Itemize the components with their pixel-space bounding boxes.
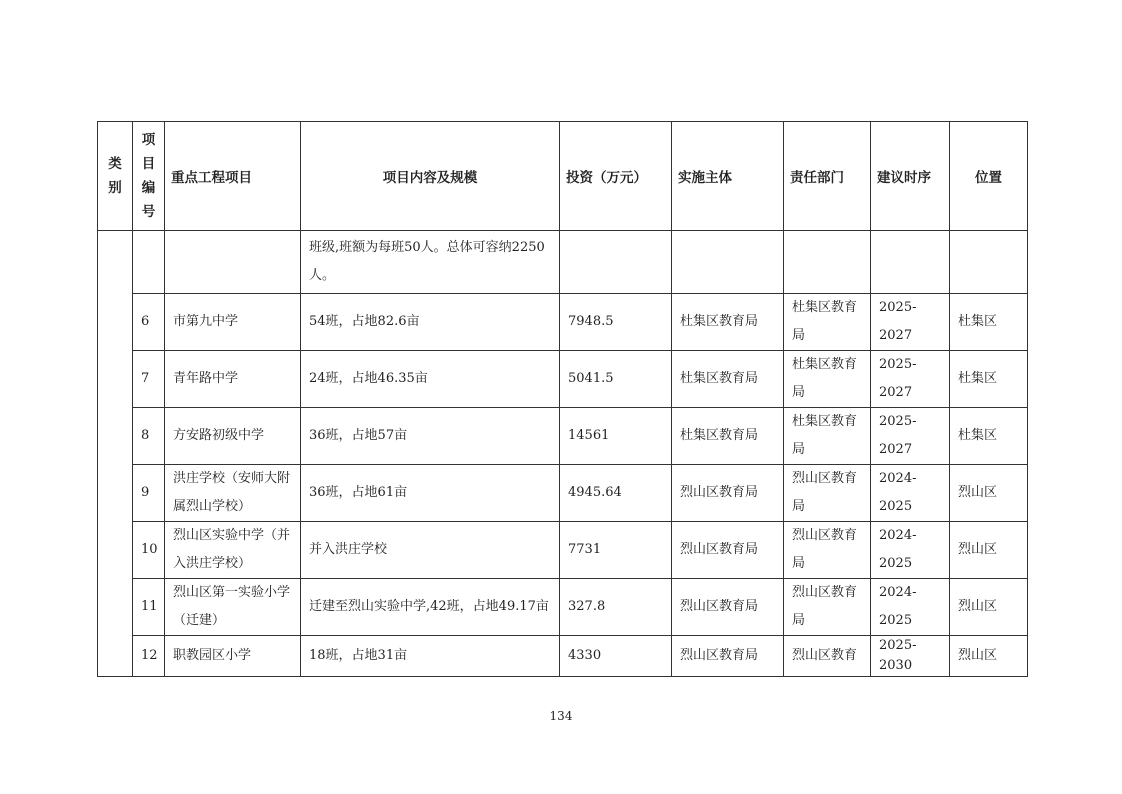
- table-row: [98, 579, 1028, 636]
- table-header-row: [98, 122, 1028, 231]
- department: 杜集区教育局: [784, 408, 871, 465]
- category-cell: [98, 231, 133, 677]
- project-name: 烈山区第一实验小学（迁建）: [165, 579, 301, 636]
- project-content: 并入洪庄学校: [301, 522, 560, 579]
- department: 杜集区教育局: [784, 294, 871, 351]
- project-table: [97, 121, 1028, 677]
- project-content: 36班，占地57亩: [301, 408, 560, 465]
- period: 2024-2025: [871, 465, 950, 522]
- row-number: 6: [133, 294, 165, 351]
- row-number: 8: [133, 408, 165, 465]
- location: 杜集区: [950, 408, 1028, 465]
- period: 2024-2025: [871, 522, 950, 579]
- implementer: [672, 231, 784, 294]
- department: 烈山区教育: [784, 636, 871, 677]
- table-row: [98, 408, 1028, 465]
- department: 杜集区教育局: [784, 351, 871, 408]
- project-name: [165, 231, 301, 294]
- location: [950, 231, 1028, 294]
- implementer: 杜集区教育局: [672, 408, 784, 465]
- table-row: [98, 294, 1028, 351]
- row-number: 12: [133, 636, 165, 677]
- period: [871, 231, 950, 294]
- project-content: 18班，占地31亩: [301, 636, 560, 677]
- page-number: 134: [549, 709, 573, 723]
- department: 烈山区教育局: [784, 465, 871, 522]
- investment: 4945.64: [560, 465, 672, 522]
- implementer: 烈山区教育局: [672, 522, 784, 579]
- investment: 5041.5: [560, 351, 672, 408]
- implementer: 杜集区教育局: [672, 351, 784, 408]
- investment: 14561: [560, 408, 672, 465]
- project-content: 36班，占地61亩: [301, 465, 560, 522]
- implementer: 杜集区教育局: [672, 294, 784, 351]
- department: [784, 231, 871, 294]
- table-row: [98, 636, 1028, 677]
- location: 杜集区: [950, 294, 1028, 351]
- row-number: 7: [133, 351, 165, 408]
- implementer: 烈山区教育局: [672, 636, 784, 677]
- period: 2025-2027: [871, 294, 950, 351]
- investment: 327.8: [560, 579, 672, 636]
- table-row: [98, 522, 1028, 579]
- header-investment: 投资（万元）: [560, 122, 672, 231]
- project-name: 职教园区小学: [165, 636, 301, 677]
- header-implementer: 实施主体: [672, 122, 784, 231]
- header-period: 建议时序: [871, 122, 950, 231]
- row-number: [133, 231, 165, 294]
- header-project: 重点工程项目: [165, 122, 301, 231]
- project-content: 54班，占地82.6亩: [301, 294, 560, 351]
- table-row: [98, 351, 1028, 408]
- project-name: 烈山区实验中学（并入洪庄学校）: [165, 522, 301, 579]
- row-number: 10: [133, 522, 165, 579]
- header-location: 位置: [950, 122, 1028, 231]
- location: 烈山区: [950, 579, 1028, 636]
- department: 烈山区教育局: [784, 579, 871, 636]
- project-name: 市第九中学: [165, 294, 301, 351]
- location: 烈山区: [950, 465, 1028, 522]
- investment: [560, 231, 672, 294]
- period: 2025-2027: [871, 351, 950, 408]
- table-row: [98, 231, 1028, 294]
- period: 2024-2025: [871, 579, 950, 636]
- header-project-number: 项 目 编 号: [133, 122, 165, 231]
- project-name: 青年路中学: [165, 351, 301, 408]
- department: 烈山区教育局: [784, 522, 871, 579]
- project-name: 洪庄学校（安师大附属烈山学校）: [165, 465, 301, 522]
- project-content: 24班，占地46.35亩: [301, 351, 560, 408]
- location: 烈山区: [950, 636, 1028, 677]
- project-content: 班级,班额为每班50人。总体可容纳2250人。: [301, 231, 560, 294]
- project-name: 方安路初级中学: [165, 408, 301, 465]
- investment: 7731: [560, 522, 672, 579]
- implementer: 烈山区教育局: [672, 465, 784, 522]
- header-content: 项目内容及规模: [301, 122, 560, 231]
- header-department: 责任部门: [784, 122, 871, 231]
- investment: 7948.5: [560, 294, 672, 351]
- investment: 4330: [560, 636, 672, 677]
- row-number: 11: [133, 579, 165, 636]
- table-row: [98, 465, 1028, 522]
- implementer: 烈山区教育局: [672, 579, 784, 636]
- period: 2025-2027: [871, 408, 950, 465]
- period: 2025-2030: [871, 636, 950, 677]
- project-content: 迁建至烈山实验中学,42班，占地49.17亩: [301, 579, 560, 636]
- location: 杜集区: [950, 351, 1028, 408]
- header-category: 类 别: [98, 122, 133, 231]
- row-number: 9: [133, 465, 165, 522]
- location: 烈山区: [950, 522, 1028, 579]
